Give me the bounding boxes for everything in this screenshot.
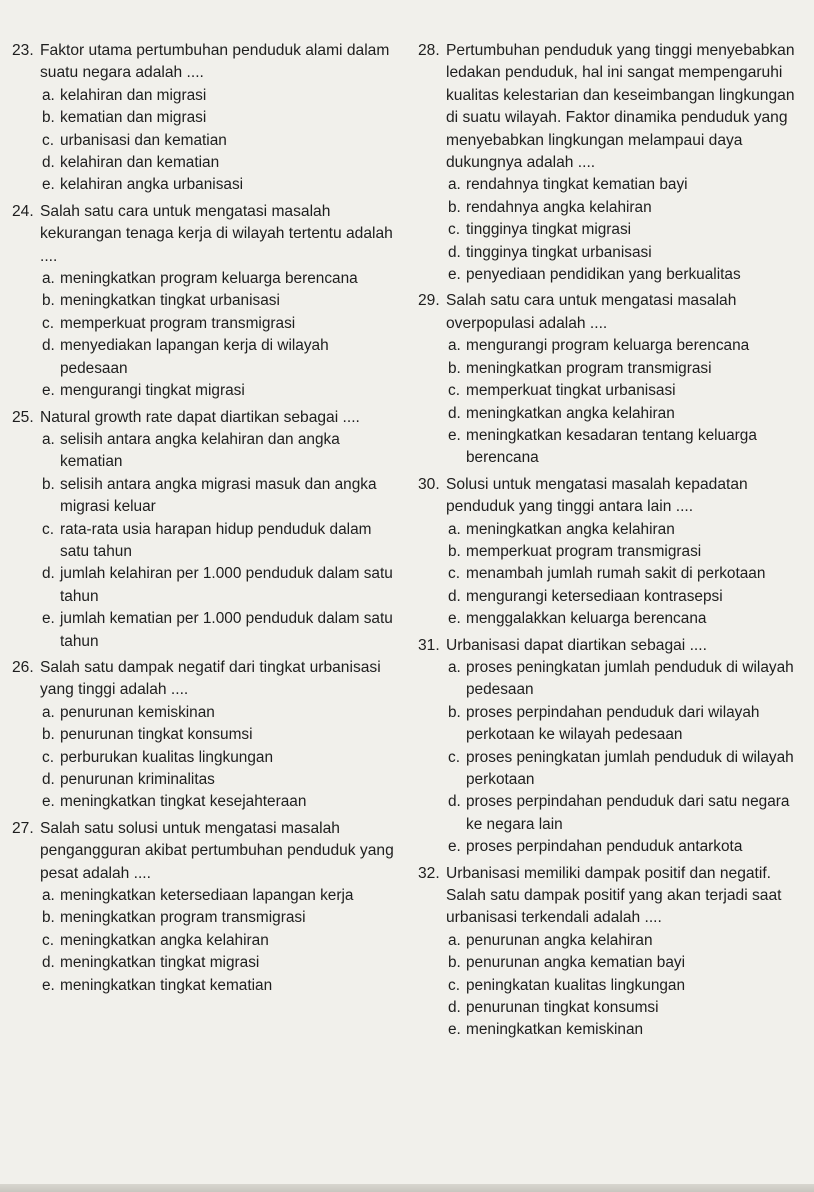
question-number: 31. [418,636,440,654]
answer-option [448,997,804,1019]
option-text: meningkatkan tingkat urbanisasi [60,292,280,310]
option-letter: e. [42,793,55,811]
answer-option [448,952,804,974]
option-letter: a. [42,887,55,905]
option-letter: b. [42,109,55,127]
question-number: 24. [12,202,34,220]
answer-options [42,85,400,197]
answer-option [448,197,804,219]
option-text: memperkuat tingkat urbanisasi [466,382,676,400]
answer-option [42,975,400,997]
answer-options [42,885,400,997]
option-letter: c. [448,382,460,400]
answer-option [448,358,804,380]
answer-option [448,335,804,357]
option-text: meningkatkan angka kelahiran [466,520,675,538]
answer-options [448,657,804,859]
option-text: meningkatkan program transmigrasi [466,359,712,377]
option-letter: c. [42,131,54,149]
answer-option [42,313,400,335]
question-stem: Pertumbuhan penduduk yang tinggi menyebabkan ledakan penduduk, hal ini sangat mempengaruhi kualitas kelestarian dan keseimbangan lingkungan di suatu wilayah. Faktor dinamika penduduk yang menyebabkan lingkungan melampaui daya dukungnya adalah .... [446,42,795,172]
answer-option [42,885,400,907]
option-text: selisih antara angka migrasi masuk dan angka migrasi keluar [60,475,377,516]
answer-option [42,380,400,402]
option-text: tingginya tingkat migrasi [466,221,632,239]
answer-option [448,380,804,402]
option-letter: a. [448,658,461,676]
option-letter: d. [42,771,55,788]
option-text: rendahnya angka kelahiran [466,198,652,216]
option-letter: c. [42,314,54,332]
answer-option [42,130,400,152]
option-text: penurunan angka kematian bayi [466,954,686,972]
answer-option [42,608,400,653]
answer-option [448,791,804,836]
answer-options [448,335,804,469]
question-stem: Salah satu cara untuk mengatasi masalah overpopulasi adalah .... [446,292,737,332]
question-line [418,863,804,930]
answer-option [448,541,804,563]
option-letter: b. [448,954,461,972]
answer-option [42,747,400,769]
question-number: 27. [12,819,34,837]
option-text: penurunan kemiskinan [60,703,215,721]
question-23 [12,40,400,197]
option-text: rata-rata usia harapan hidup penduduk dalam satu tahun [60,520,372,560]
option-text: selisih antara angka kelahiran dan angka kematian [60,430,340,471]
option-letter: c. [42,520,54,538]
answer-options [448,174,804,286]
answer-option [42,930,400,952]
option-text: perburukan kualitas lingkungan [60,748,274,766]
answer-option [448,219,804,241]
question-number: 32. [418,864,440,882]
question-number: 29. [418,292,440,310]
option-text: meningkatkan kemiskinan [466,1021,644,1039]
right-column [418,40,804,1046]
question-stem: Salah satu solusi untuk mengatasi masalah pengangguran akibat pertumbuhan penduduk yang pesat adalah .... [40,819,394,882]
option-text: tingginya tingkat urbanisasi [466,243,652,261]
option-text: meningkatkan tingkat kesejahteraan [60,793,307,811]
answer-option [42,724,400,746]
answer-option [448,264,804,286]
answer-option [448,702,804,747]
option-letter: a. [42,86,55,104]
answer-option [448,930,804,952]
option-letter: b. [448,359,461,377]
answer-option [42,174,400,196]
question-stem: Natural growth rate dapat diartikan sebagai .... [40,408,360,426]
option-text: meningkatkan angka kelahiran [466,404,675,422]
option-letter: e. [448,426,461,444]
question-25 [12,407,400,653]
question-28 [418,40,804,286]
option-letter: b. [448,198,461,216]
option-letter: d. [42,565,55,583]
answer-options [448,930,804,1042]
option-text: menggalakkan keluarga berencana [466,610,707,628]
option-letter: d. [42,954,55,972]
option-letter: b. [42,292,55,310]
left-column [12,40,400,1001]
option-text: proses perpindahan penduduk dari wilayah perkotaan ke wilayah pedesaan [466,703,760,744]
option-text: mengurangi tingkat migrasi [60,382,245,400]
answer-option [448,519,804,541]
option-text: menyediakan lapangan kerja di wilayah pedesaan [60,337,329,377]
option-letter: c. [448,748,460,766]
option-text: penurunan kriminalitas [60,771,215,788]
question-line [12,818,400,885]
option-letter: c. [42,748,54,766]
question-27 [12,818,400,997]
answer-option [448,975,804,997]
option-text: penurunan angka kelahiran [466,931,653,949]
answer-option [42,85,400,107]
answer-options [448,519,804,631]
option-letter: e. [448,838,461,856]
question-24 [12,201,400,403]
option-text: peningkatan kualitas lingkungan [466,976,686,994]
option-letter: e. [448,610,461,628]
question-31 [418,635,804,859]
option-text: meningkatkan kesadaran tentang keluarga berencana [466,426,757,467]
answer-option [448,586,804,608]
question-stem: Urbanisasi memiliki dampak positif dan negatif. Salah satu dampak positif yang akan terjadi saat urbanisasi terkendali adalah .... [446,864,782,927]
option-text: kelahiran angka urbanisasi [60,176,244,194]
answer-option [42,563,400,608]
answer-option [448,747,804,792]
option-letter: d. [448,243,461,261]
option-text: proses peningkatan jumlah penduduk di wilayah pedesaan [466,658,794,699]
option-text: kelahiran dan migrasi [60,86,207,104]
option-text: urbanisasi dan kematian [60,131,227,149]
question-number: 28. [418,42,440,59]
answer-option [42,152,400,174]
option-text: proses perpindahan penduduk antarkota [466,838,743,856]
option-letter: a. [42,703,55,721]
answer-option [42,952,400,974]
option-text: menambah jumlah rumah sakit di perkotaan [466,565,766,583]
question-stem: Salah satu cara untuk mengatasi masalah kekurangan tenaga kerja di wilayah tertentu adalah .... [40,202,393,265]
option-text: meningkatkan tingkat migrasi [60,954,260,972]
option-text: meningkatkan ketersediaan lapangan kerja [60,887,354,905]
option-text: meningkatkan program transmigrasi [60,909,306,927]
option-letter: a. [42,270,55,288]
answer-option [448,608,804,630]
option-text: proses perpindahan penduduk dari satu negara ke negara lain [466,793,790,833]
option-letter: a. [448,337,461,355]
answer-option [42,791,400,813]
option-letter: b. [42,726,55,744]
option-text: memperkuat program transmigrasi [60,314,296,332]
option-letter: d. [448,999,461,1017]
question-line [418,290,804,335]
question-29 [418,290,804,469]
option-letter: e. [42,610,55,628]
answer-option [448,425,804,470]
option-text: rendahnya tingkat kematian bayi [466,176,688,194]
question-number: 23. [12,42,34,59]
option-letter: e. [42,976,55,994]
option-letter: c. [448,565,460,583]
option-text: jumlah kematian per 1.000 penduduk dalam satu tahun [60,610,393,650]
option-letter: d. [448,404,461,422]
option-letter: d. [448,793,461,811]
option-letter: c. [448,221,460,239]
option-text: jumlah kelahiran per 1.000 penduduk dalam satu tahun [60,565,393,605]
answer-option [42,429,400,474]
question-line [12,657,400,702]
option-text: proses peningkatan jumlah penduduk di wilayah perkotaan [466,748,794,788]
option-letter: d. [448,587,461,605]
option-text: kematian dan migrasi [60,109,207,127]
answer-option [448,403,804,425]
question-32 [418,863,804,1042]
option-letter: e. [448,1021,461,1039]
answer-option [42,268,400,290]
page-bottom-edge [0,1184,814,1192]
option-text: memperkuat program transmigrasi [466,542,702,560]
answer-options [42,429,400,653]
option-text: meningkatkan angka kelahiran [60,931,269,949]
option-letter: d. [42,154,55,172]
option-letter: b. [42,909,55,927]
option-letter: c. [448,976,460,994]
answer-option [42,290,400,312]
option-text: mengurangi ketersediaan kontrasepsi [466,587,723,605]
option-text: kelahiran dan kematian [60,154,220,172]
question-line [12,40,400,85]
answer-option [448,174,804,196]
answer-option [448,1019,804,1041]
question-line [418,635,804,657]
answer-option [42,474,400,519]
option-text: mengurangi program keluarga berencana [466,337,750,355]
question-line [418,40,804,174]
answer-option [42,769,400,791]
answer-option [42,107,400,129]
answer-option [42,907,400,929]
question-number: 26. [12,658,34,676]
option-letter: e. [448,266,461,284]
answer-option [448,836,804,858]
question-stem: Salah satu dampak negatif dari tingkat urbanisasi yang tinggi adalah .... [40,658,381,699]
answer-options [42,702,400,814]
option-letter: b. [448,542,461,560]
option-text: penurunan tingkat konsumsi [60,726,253,744]
question-number: 30. [418,475,440,493]
option-letter: c. [42,931,54,949]
option-letter: b. [42,475,55,493]
answer-option [448,242,804,264]
question-30 [418,474,804,631]
option-letter: e. [42,176,55,194]
question-stem: Urbanisasi dapat diartikan sebagai .... [446,636,707,654]
option-letter: a. [42,430,55,448]
answer-option [42,519,400,564]
question-line [12,407,400,429]
answer-option [448,657,804,702]
option-letter: d. [42,337,55,355]
answer-option [42,702,400,724]
option-letter: a. [448,176,461,194]
question-stem: Solusi untuk mengatasi masalah kepadatan penduduk yang tinggi antara lain .... [446,475,748,516]
answer-option [42,335,400,380]
option-letter: a. [448,931,461,949]
question-number: 25. [12,408,34,426]
option-letter: b. [448,703,461,721]
option-letter: e. [42,382,55,400]
question-stem: Faktor utama pertumbuhan penduduk alami dalam suatu negara adalah .... [40,42,390,82]
option-text: meningkatkan tingkat kematian [60,976,273,994]
answer-options [42,268,400,402]
option-letter: a. [448,520,461,538]
option-text: meningkatkan program keluarga berencana [60,270,358,288]
question-line [418,474,804,519]
option-text: penyediaan pendidikan yang berkualitas [466,266,741,284]
answer-option [448,563,804,585]
option-text: penurunan tingkat konsumsi [466,999,659,1017]
question-26 [12,657,400,814]
question-line [12,201,400,268]
